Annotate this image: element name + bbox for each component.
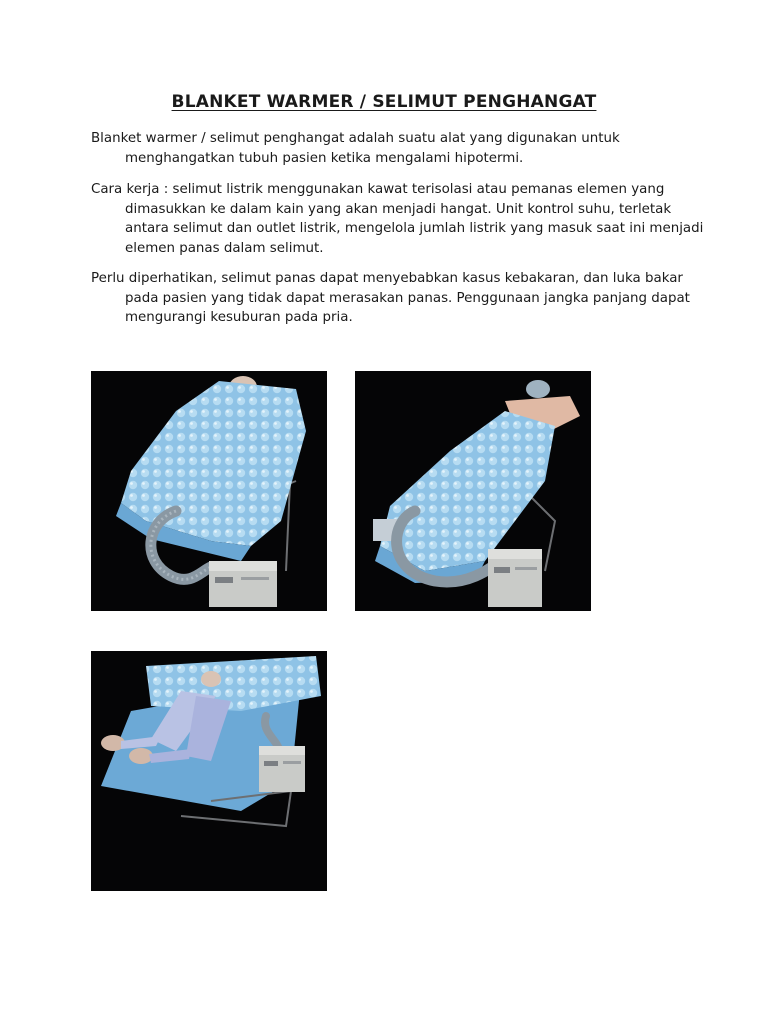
- paragraph-definition: Blanket warmer / selimut penghangat adalah suatu alat yang digunakan untuk menghangatkan tubuh pasien ketika mengalami hipotermi.: [91, 131, 620, 166]
- paragraph-warning: Perlu diperhatikan, selimut panas dapat menyebabkan kasus kebakaran, dan luka bakar pada pasien yang tidak dapat merasakan panas. Penggunaan jangka panjang dapat mengurangi kesuburan pada pria.: [91, 271, 690, 326]
- photo-blanket-full-cover: [91, 371, 327, 611]
- document-title: BLANKET WARMER / SELIMUT PENGHANGAT: [171, 92, 597, 112]
- blanket-warmer-illustration: [355, 371, 591, 611]
- blanket-warmer-illustration: [91, 371, 327, 611]
- photo-blanket-angled-view: [355, 371, 591, 611]
- paragraph-how-it-works: Cara kerja : selimut listrik menggunakan kawat terisolasi atau pemanas elemen yang dimasukkan ke dalam kain yang akan menjadi hangat. Unit kontrol suhu, terletak antara selimut dan outlet listrik, mengelola jumlah listrik yang masuk saat ini menjadi elemen panas dalam selimut.: [91, 182, 704, 256]
- blanket-warmer-illustration: [91, 651, 327, 891]
- photo-blanket-upper-body: [91, 651, 327, 891]
